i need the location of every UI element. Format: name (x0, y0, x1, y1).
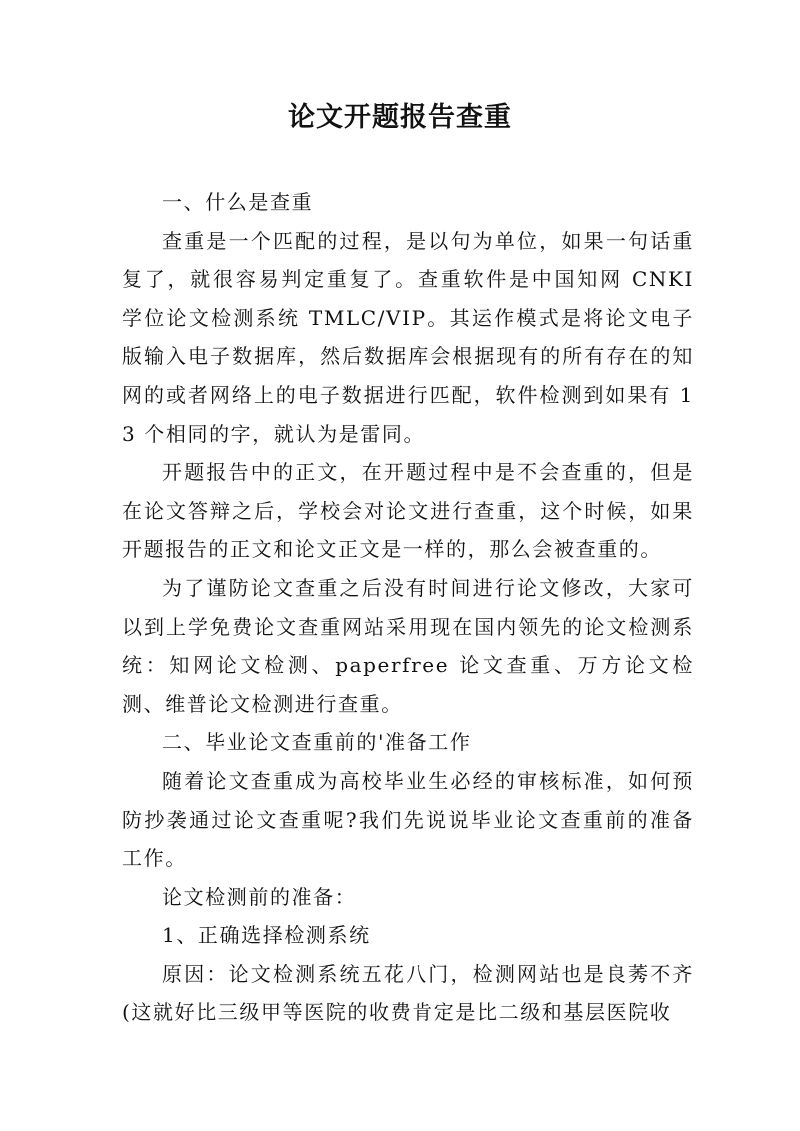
paragraph-preparation-intro: 随着论文查重成为高校毕业生必经的审核标准，如何预防抄袭通过论文查重呢?我们先说说毕业论文查重前的准备工作。 (122, 768, 694, 871)
subheading-choose-system: 1、正确选择检测系统 (162, 923, 371, 948)
page-title: 论文开题报告查重 (288, 102, 512, 133)
document-body (122, 183, 694, 1032)
section-heading-preparation: 二、毕业论文查重前的'准备工作 (162, 730, 472, 755)
section-heading-what-is-check: 一、什么是查重 (162, 190, 314, 214)
paragraph-check-systems: 为了谨防论文查重之后没有时间进行论文修改，大家可以到上学免费论文查重网站采用现在国内领先的论文检测系统：知网论文检测、paperfree 论文查重、万方论文检测、维普论文检测进行查重。 (122, 575, 694, 716)
paragraph-reason: 原因：论文检测系统五花八门，检测网站也是良莠不齐(这就好比三级甲等医院的收费肯定是比二级和基层医院收 (122, 961, 694, 1025)
paragraph-proposal-text: 开题报告中的正文，在开题过程中是不会查重的，但是在论文答辩之后，学校会对论文进行查重，这个时候，如果开题报告的正文和论文正文是一样的，那么会被查重的。 (122, 460, 694, 562)
subheading-before-check: 论文检测前的准备： (162, 884, 357, 909)
paragraph-check-definition: 查重是一个匹配的过程，是以句为单位，如果一句话重复了，就很容易判定重复了。查重软件是中国知网 CNKI 学位论文检测系统 TMLC/VIP。其运作模式是将论文电子版输入电子数据库，然后数据库会根据现有的所有存在的知网的或者网络上的电子数据进行匹配，软件检测到如果有 13 个相同的字，就认为是雷同。 (122, 228, 694, 446)
